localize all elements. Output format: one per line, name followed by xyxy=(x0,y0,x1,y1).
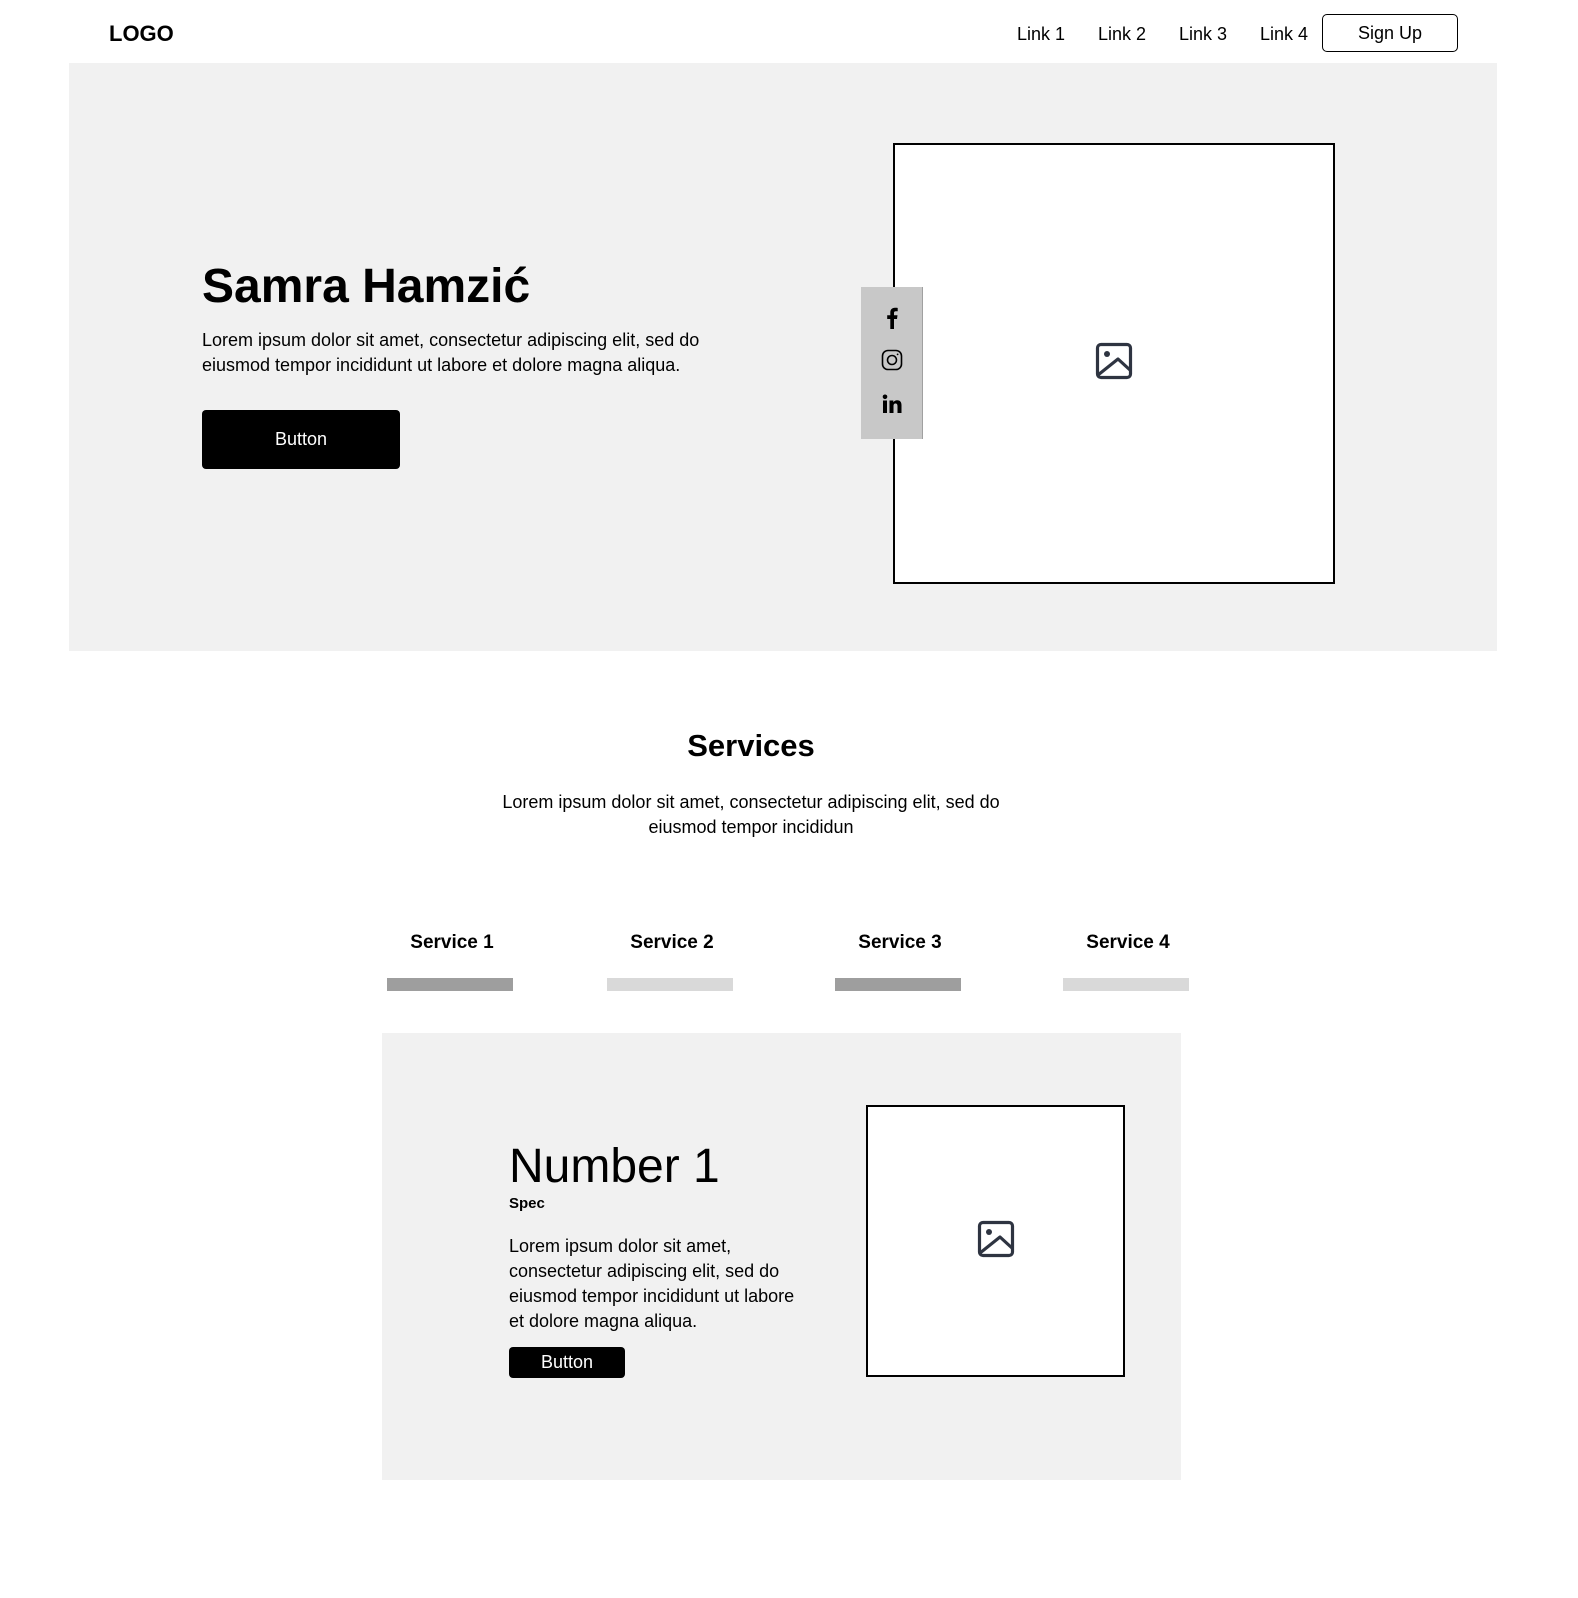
tab-service-3[interactable]: Service 3 xyxy=(858,932,942,953)
nav-link-3[interactable]: Link 3 xyxy=(1179,24,1228,44)
sign-up-button[interactable]: Sign Up xyxy=(1322,14,1458,52)
services-title: Services xyxy=(687,728,815,763)
hero-title: Samra Hamzić xyxy=(202,260,531,313)
tab-indicator-1[interactable] xyxy=(387,978,513,991)
hero-image-placeholder xyxy=(893,143,1335,584)
service-button[interactable]: Button xyxy=(509,1347,625,1378)
nav-link-4[interactable]: Link 4 xyxy=(1260,24,1309,44)
service-title: Number 1 xyxy=(509,1140,720,1193)
service-description: Lorem ipsum dolor sit amet, consectetur adipiscing elit, sed do eiusmod tempor incididunt ut labore et dolore magna aliqua. xyxy=(509,1236,795,1331)
instagram-icon[interactable] xyxy=(861,349,922,371)
facebook-icon[interactable] xyxy=(861,307,922,329)
nav-link-2[interactable]: Link 2 xyxy=(1098,24,1147,44)
tab-service-1[interactable]: Service 1 xyxy=(410,932,494,953)
hero-description: Lorem ipsum dolor sit amet, consectetur adipiscing elit, sed do eiusmod tempor incididunt ut labore et dolore magna aliqua. xyxy=(202,330,700,375)
tab-indicator-4[interactable] xyxy=(1063,978,1189,991)
service-spec: Spec xyxy=(509,1195,545,1212)
tab-indicator-2[interactable] xyxy=(607,978,733,991)
image-placeholder-icon xyxy=(977,1220,1015,1263)
tab-indicator-3[interactable] xyxy=(835,978,961,991)
nav-link-1[interactable]: Link 1 xyxy=(1017,24,1066,44)
logo[interactable]: LOGO xyxy=(109,21,174,46)
image-placeholder-icon xyxy=(1095,342,1133,385)
service-image-placeholder xyxy=(866,1105,1125,1377)
linkedin-icon[interactable] xyxy=(861,394,922,414)
services-description: Lorem ipsum dolor sit amet, consectetur adipiscing elit, sed do eiusmod tempor incididun xyxy=(502,792,1000,837)
tab-service-4[interactable]: Service 4 xyxy=(1086,932,1170,953)
hero-button[interactable]: Button xyxy=(202,410,400,469)
tab-service-2[interactable]: Service 2 xyxy=(630,932,714,953)
social-sidebar xyxy=(861,287,923,439)
